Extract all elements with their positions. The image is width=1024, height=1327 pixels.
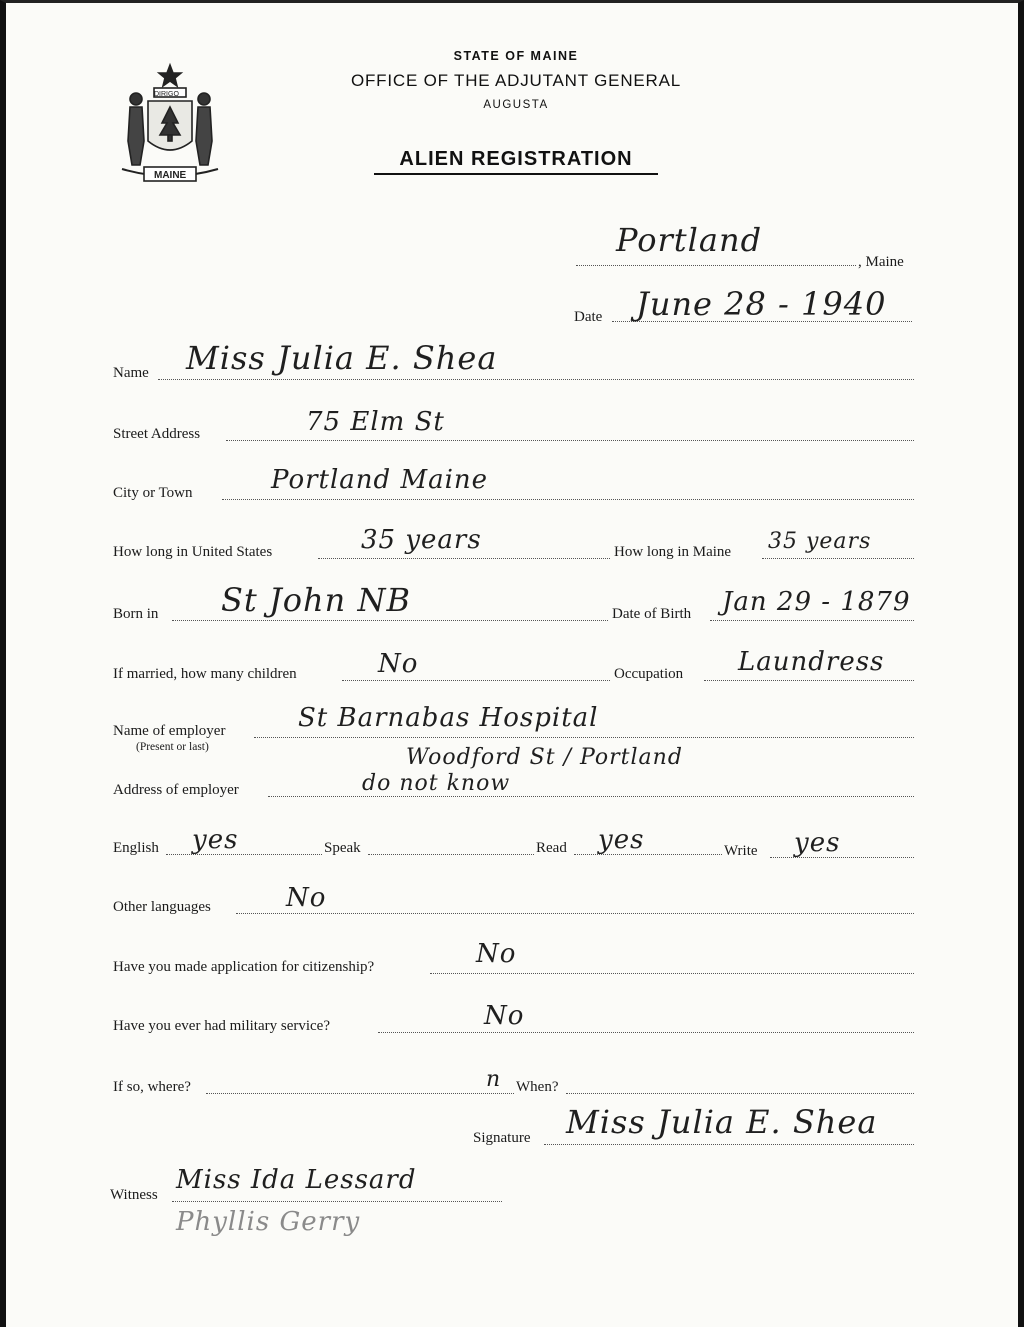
children-label: If married, how many children: [113, 666, 297, 682]
military-label: Have you ever had military service?: [113, 1018, 330, 1034]
when-label: When?: [516, 1079, 559, 1095]
header-city: AUGUSTA: [483, 99, 549, 111]
born-line: [172, 620, 608, 621]
employer-value: St Barnabas Hospital: [298, 703, 599, 733]
signature-value: Miss Julia E. Shea: [566, 1103, 878, 1141]
town-line: [576, 265, 856, 266]
maine-long-line: [762, 558, 914, 559]
read-line: [574, 854, 722, 855]
children-line: [342, 680, 610, 681]
title-underline: [374, 173, 658, 175]
military-line: [378, 1032, 914, 1033]
us-line: [318, 558, 610, 559]
form-title: ALIEN REGISTRATION: [399, 148, 633, 170]
born-label: Born in: [113, 606, 159, 622]
occupation-label: Occupation: [614, 666, 684, 682]
other-lang-label: Other languages: [113, 899, 211, 915]
maine-long-label: How long in Maine: [614, 544, 732, 560]
when-line: [566, 1093, 914, 1094]
us-value: 35 years: [361, 525, 482, 555]
dob-line: [710, 620, 914, 621]
write-line: [770, 857, 914, 858]
street-value: 75 Elm St: [306, 407, 445, 437]
seal-farmer: [130, 93, 142, 105]
employer-label: Name of employer: [113, 723, 226, 739]
witness-label: Witness: [110, 1187, 158, 1203]
where-value: n: [486, 1067, 502, 1092]
citizenship-line: [430, 973, 914, 974]
children-value: No: [378, 649, 419, 679]
signature-label: Signature: [473, 1130, 531, 1146]
english-line: [166, 854, 322, 855]
citizenship-value: No: [476, 939, 517, 969]
write-value: yes: [794, 828, 841, 858]
town-value: Portland: [616, 221, 763, 259]
city-label: City or Town: [113, 485, 193, 501]
occupation-line: [704, 680, 914, 681]
english-label: English: [113, 840, 159, 856]
maine-long-value: 35 years: [768, 529, 872, 554]
citizenship-label: Have you made application for citizenship?: [113, 959, 375, 975]
us-label: How long in United States: [113, 544, 273, 560]
header-office: OFFICE OF THE ADJUTANT GENERAL: [350, 71, 682, 90]
dob-label: Date of Birth: [612, 606, 692, 622]
other-lang-value: No: [286, 883, 327, 913]
speak-label: Speak: [324, 840, 361, 856]
seal-banner-text: MAINE: [154, 170, 187, 181]
name-label: Name: [113, 365, 149, 381]
city-line: [222, 499, 914, 500]
emp-address-line: [268, 796, 914, 797]
military-value: No: [484, 1001, 525, 1031]
header-state: STATE OF MAINE: [453, 49, 579, 63]
employer-line: [254, 737, 914, 738]
employer-sub-label: (Present or last): [136, 741, 209, 753]
name-value: Miss Julia E. Shea: [186, 339, 498, 377]
street-line: [226, 440, 914, 441]
maine-label: , Maine: [858, 254, 904, 270]
city-value: Portland Maine: [271, 465, 489, 495]
other-lang-line: [236, 913, 914, 914]
date-label: Date: [574, 309, 603, 325]
read-label: Read: [536, 840, 567, 856]
emp-address-value-1: Woodford St / Portland: [406, 745, 683, 770]
date-value: June 28 - 1940: [636, 285, 887, 323]
speak-line: [368, 854, 534, 855]
where-line: [206, 1093, 514, 1094]
witness-value-2: Phyllis Gerry: [176, 1207, 361, 1237]
dob-value: Jan 29 - 1879: [722, 587, 911, 617]
witness-value-1: Miss Ida Lessard: [176, 1165, 417, 1195]
name-line: [158, 379, 914, 380]
read-value: yes: [598, 825, 645, 855]
maine-state-seal: [114, 61, 226, 193]
born-value: St John NB: [221, 581, 411, 619]
witness-line: [172, 1201, 502, 1202]
emp-address-value-2: do not know: [362, 771, 511, 796]
where-label: If so, where?: [113, 1079, 191, 1095]
english-value: yes: [192, 825, 239, 855]
street-label: Street Address: [113, 426, 201, 442]
occupation-value: Laundress: [738, 647, 885, 677]
seal-star: [159, 65, 181, 86]
write-label: Write: [724, 843, 758, 859]
seal-motto: DIRIGO: [154, 91, 179, 98]
seal-sailor: [198, 93, 210, 105]
signature-line: [544, 1144, 914, 1145]
emp-address-label: Address of employer: [113, 782, 239, 798]
